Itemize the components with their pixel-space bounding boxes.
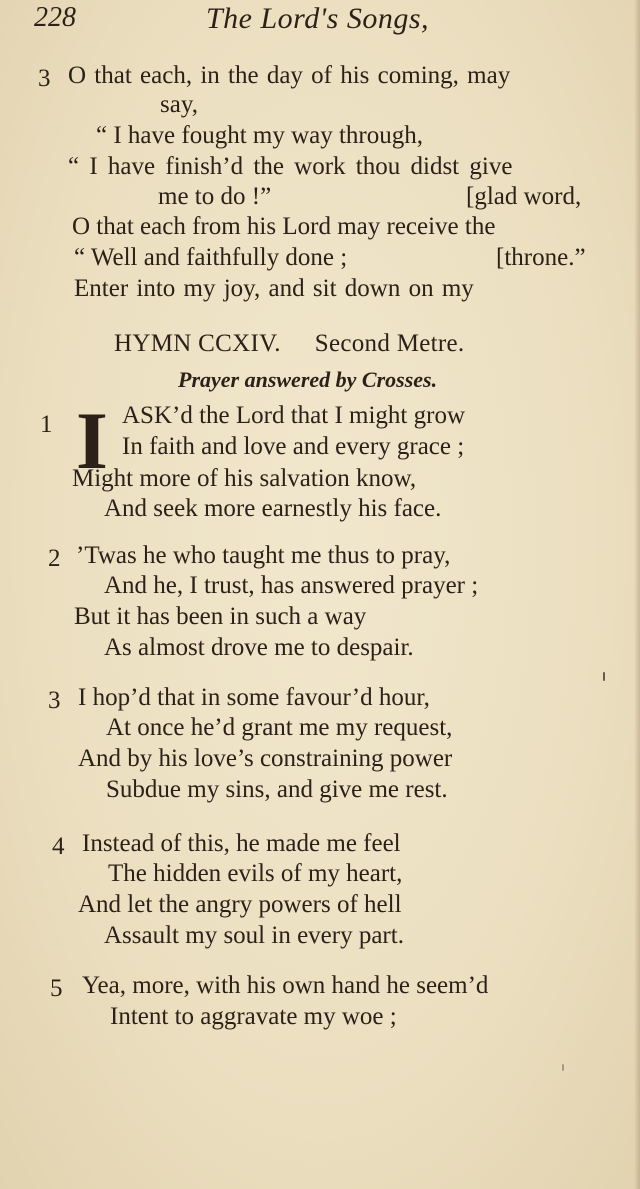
hymn-metre: Second Metre. — [314, 330, 465, 357]
print-speck — [562, 1064, 564, 1071]
verse-number: 1 — [40, 411, 53, 438]
verse-line: O that each from his Lord may receive the — [72, 213, 496, 240]
verse-number: 5 — [50, 975, 63, 1002]
print-speck — [603, 672, 605, 681]
verse-line: Enter into my joy, and sit down on my — [74, 275, 474, 302]
verse-line: Subdue my sins, and give me rest. — [106, 776, 448, 803]
verse-line: “ I have finish’d the work thou didst give — [68, 153, 513, 180]
verse-line: O that each, in the day of his coming, may — [68, 62, 511, 89]
verse-number: 2 — [48, 545, 61, 572]
verse-number: 4 — [52, 833, 65, 860]
verse-line: And by his love’s constraining power — [78, 745, 453, 772]
verse-line: Assault my soul in every part. — [104, 922, 404, 949]
verse-line: [throne.” — [496, 244, 586, 271]
hymn-number: HYMN CCXIV. — [114, 330, 281, 357]
verse-line: And he, I trust, has answered prayer ; — [104, 572, 479, 599]
verse-line: But it has been in such a way — [74, 603, 367, 630]
page-number: 228 — [34, 2, 76, 33]
verse-line: I hop’d that in some favour’d hour, — [78, 684, 430, 711]
verse-line: Intent to aggravate my woe ; — [110, 1003, 397, 1030]
verse-line: As almost drove me to despair. — [104, 634, 414, 661]
verse-line: Might more of his salvation know, — [72, 465, 417, 492]
verse-line: “ I have fought my way through, — [96, 122, 424, 149]
verse-line: ’Twas he who taught me thus to pray, — [76, 542, 451, 569]
verse-line: ASK’d the Lord that I might grow — [122, 402, 466, 429]
verse-line: “ Well and faithfully done ; — [74, 244, 348, 271]
hymn-title — [114, 329, 464, 359]
running-title: The Lord's Songs, — [206, 2, 430, 35]
verse-line: Yea, more, with his own hand he seem’d — [82, 972, 489, 999]
verse-line: And let the angry powers of hell — [78, 891, 402, 918]
verse-line: The hidden evils of my heart, — [108, 860, 403, 887]
drop-cap: I — [76, 395, 108, 486]
verse-line: In faith and love and every grace ; — [122, 433, 465, 460]
verse-line: Instead of this, he made me feel — [82, 830, 401, 857]
verse-line: me to do !” — [158, 183, 272, 210]
hymn-subtitle: Prayer answered by Crosses. — [178, 367, 438, 392]
verse-number: 3 — [38, 65, 51, 92]
verse-line: [glad word, — [466, 183, 582, 210]
verse-line: say, — [160, 91, 198, 118]
verse-line: At once he’d grant me my request, — [106, 714, 453, 741]
verse-number: 3 — [48, 687, 61, 714]
page-edge-shadow — [634, 0, 640, 1189]
verse-line: And seek more earnestly his face. — [104, 495, 442, 522]
